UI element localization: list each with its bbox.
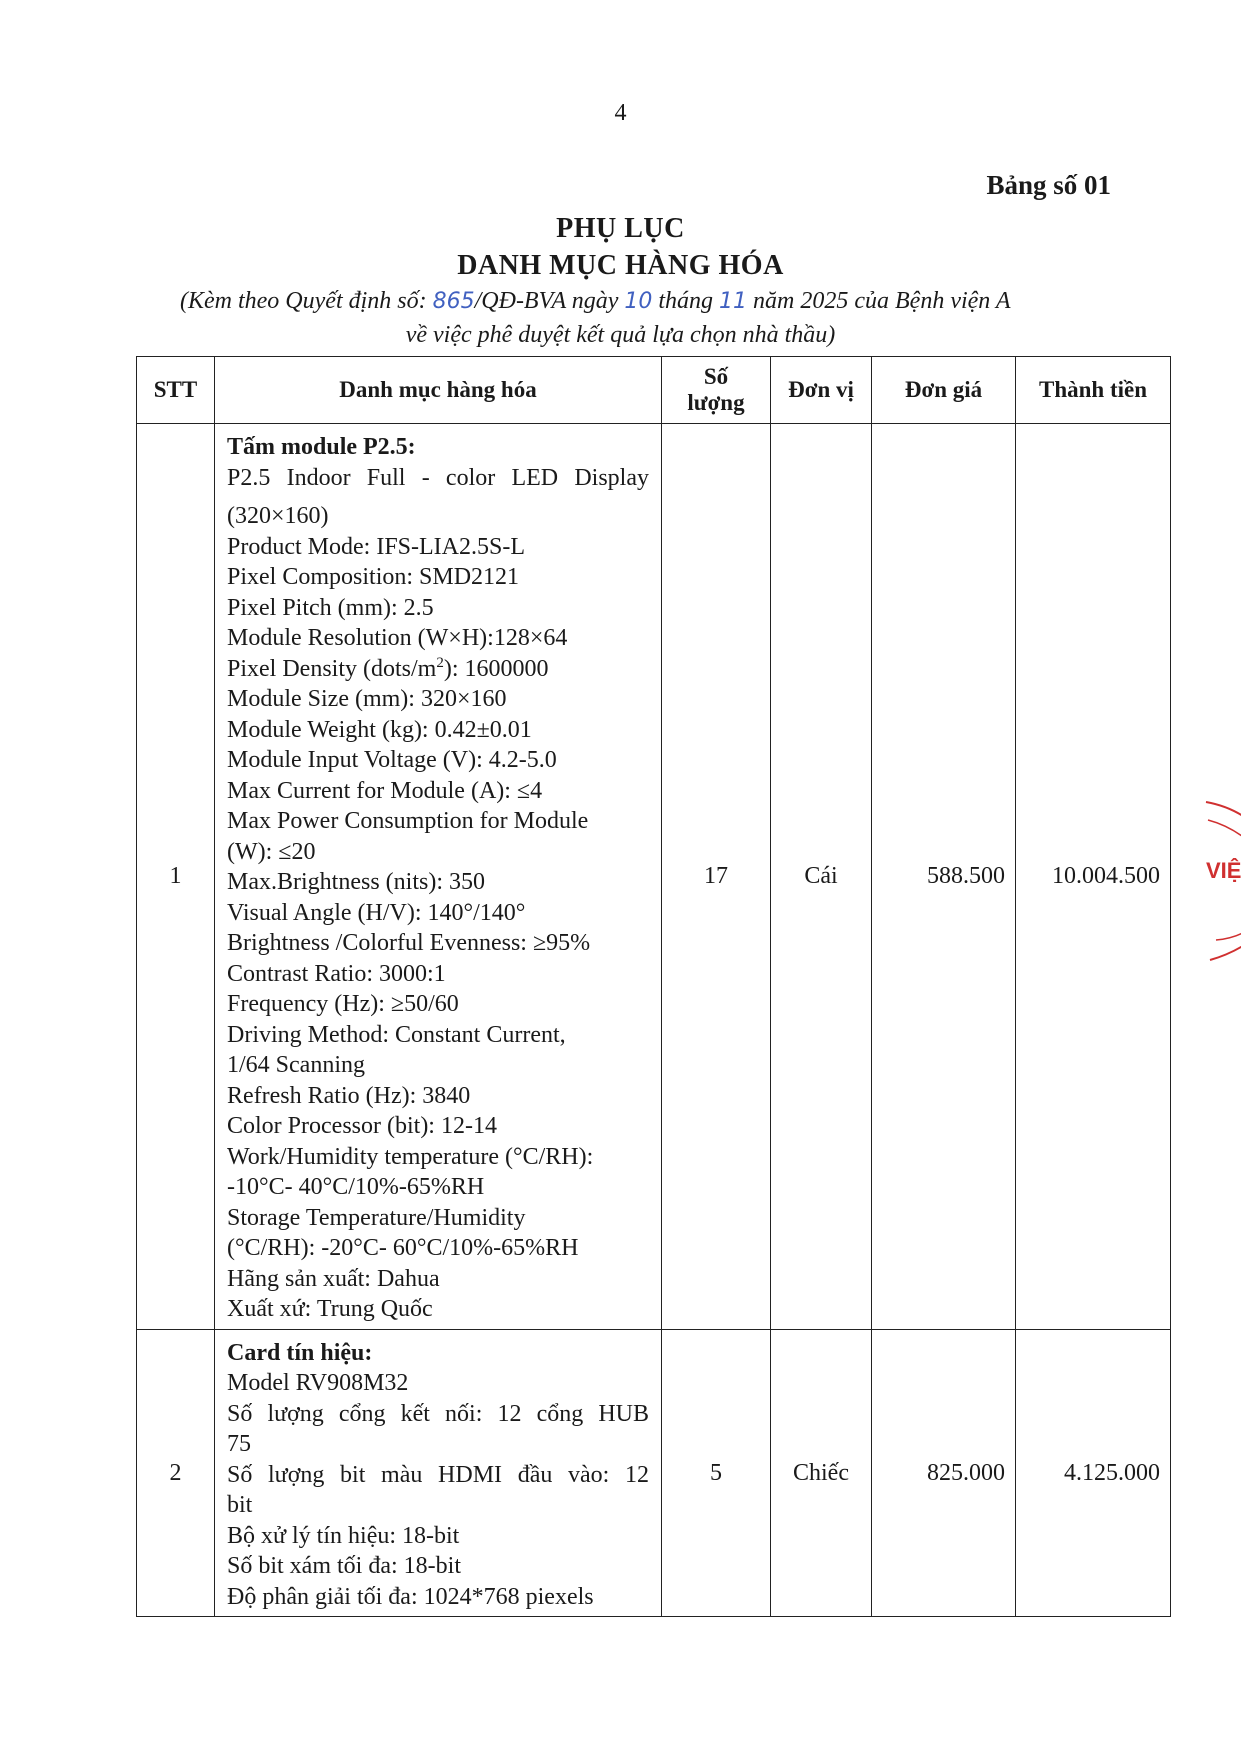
item-name: Tấm module P2.5:	[227, 434, 416, 460]
row-unit: Cái	[771, 424, 872, 1330]
spec-line: Xuất xứ: Trung Quốc	[227, 1296, 433, 1322]
spec-line: Brightness /Colorful Evenness: ≥95%	[227, 930, 591, 956]
row-unit-price: 588.500	[872, 424, 1016, 1330]
spec-line: -10°C- 40°C/10%-65%RH	[227, 1174, 485, 1200]
spec-line: Số bit xám tối đa: 18-bit	[227, 1553, 461, 1579]
header-total: Thành tiền	[1016, 357, 1171, 424]
header-unit-price: Đơn giá	[872, 357, 1016, 424]
header-qty-line1: Số	[703, 364, 729, 389]
spec-line: Driving Method: Constant Current,	[227, 1021, 566, 1048]
spec-line: Module Resolution (W×H):128×64	[227, 625, 568, 651]
spec-line: Frequency (Hz): ≥50/60	[227, 991, 459, 1017]
spec-line: Module Size (mm): 320×160	[227, 686, 507, 712]
row-unit-price: 825.000	[872, 1329, 1016, 1617]
spec-line: Số lượng bit màu HDMI đầu vào: 12	[227, 1461, 649, 1488]
subtitle-line-2: về việc phê duyệt kết quả lựa chọn nhà thầu)	[405, 322, 836, 348]
subtitle-line-1	[180, 288, 1011, 315]
spec-line: Storage Temperature/Humidity	[227, 1204, 526, 1231]
spec-line: (W): ≤20	[227, 838, 316, 865]
spec-line: (320×160)	[227, 503, 329, 529]
handwritten-day: 10	[624, 289, 653, 314]
spec-line: Hãng sản xuất: Dahua	[227, 1265, 440, 1292]
spec-line: Product Mode: IFS-LIA2.5S-L	[227, 533, 525, 560]
handwritten-month: 11	[719, 289, 748, 314]
goods-list-title: DANH MỤC HÀNG HÓA	[457, 250, 784, 281]
header-stt: STT	[137, 357, 215, 424]
row-qty: 17	[662, 424, 771, 1330]
spec-line: Module Weight (kg): 0.42±0.01	[227, 716, 532, 743]
spec-line: Refresh Ratio (Hz): 3840	[227, 1082, 471, 1109]
spec-line: 1/64 Scanning	[227, 1052, 365, 1078]
table-header-row	[137, 357, 1171, 424]
appendix-title: PHỤ LỤC	[556, 213, 685, 244]
spec-line: Pixel Composition: SMD2121	[227, 564, 520, 590]
header-item: Danh mục hàng hóa	[215, 357, 662, 424]
spec-line: Module Input Voltage (V): 4.2-5.0	[227, 747, 557, 773]
red-seal-stamp	[1196, 790, 1241, 980]
table-row	[137, 424, 1171, 1330]
subtitle-mid1: /QĐ-BVA ngày	[474, 288, 619, 314]
spec-line: Max Current for Module (A): ≤4	[227, 777, 543, 804]
spec-line: Visual Angle (H/V): 140°/140°	[227, 899, 526, 926]
subtitle-mid2: tháng	[658, 288, 714, 314]
spec-line: P2.5 Indoor Full - color LED Display	[227, 464, 649, 491]
table-label: Bảng số 01	[986, 170, 1111, 200]
subtitle-prefix: (Kèm theo Quyết định số:	[180, 288, 427, 314]
header-qty	[662, 357, 771, 424]
page-number: 4	[614, 100, 627, 126]
spec-line: Bộ xử lý tín hiệu: 18-bit	[227, 1522, 460, 1549]
spec-line: Contrast Ratio: 3000:1	[227, 960, 446, 987]
row-total: 10.004.500	[1016, 424, 1171, 1330]
spec-line: Số lượng cổng kết nối: 12 cổng HUB	[227, 1400, 649, 1427]
subtitle-suffix: năm 2025 của Bệnh viện A	[753, 288, 1011, 314]
header-unit: Đơn vị	[771, 357, 872, 424]
row-qty: 5	[662, 1329, 771, 1617]
row-description	[215, 1329, 662, 1617]
spec-line: bit	[227, 1492, 253, 1518]
row-unit: Chiếc	[771, 1329, 872, 1617]
spec-line: Work/Humidity temperature (°C/RH):	[227, 1143, 594, 1170]
row-stt: 1	[137, 424, 215, 1330]
item-name: Card tín hiệu:	[227, 1339, 373, 1366]
header-qty-line2: lượng	[687, 390, 745, 415]
row-stt: 2	[137, 1329, 215, 1617]
spec-line: (°C/RH): -20°C- 60°C/10%-65%RH	[227, 1235, 579, 1261]
goods-table	[136, 356, 1171, 1617]
spec-line: Pixel Density $(dots/m^2)$: 1600000	[227, 654, 549, 682]
stamp-text: VIỆ	[1206, 858, 1241, 883]
spec-line: Max Power Consumption for Module	[227, 808, 589, 834]
spec-line: Độ phân giải tối đa: 1024*768 piexels	[227, 1583, 594, 1610]
spec-line: Color Processor (bit): 12-14	[227, 1113, 497, 1139]
handwritten-decision-number: 865	[432, 289, 475, 314]
spec-line: Pixel Pitch (mm): 2.5	[227, 594, 434, 621]
table-row	[137, 1329, 1171, 1617]
spec-line: Max.Brightness (nits): 350	[227, 869, 485, 895]
spec-line: Model RV908M32	[227, 1370, 409, 1396]
row-total: 4.125.000	[1016, 1329, 1171, 1617]
spec-line: 75	[227, 1431, 251, 1457]
row-description	[215, 424, 662, 1330]
